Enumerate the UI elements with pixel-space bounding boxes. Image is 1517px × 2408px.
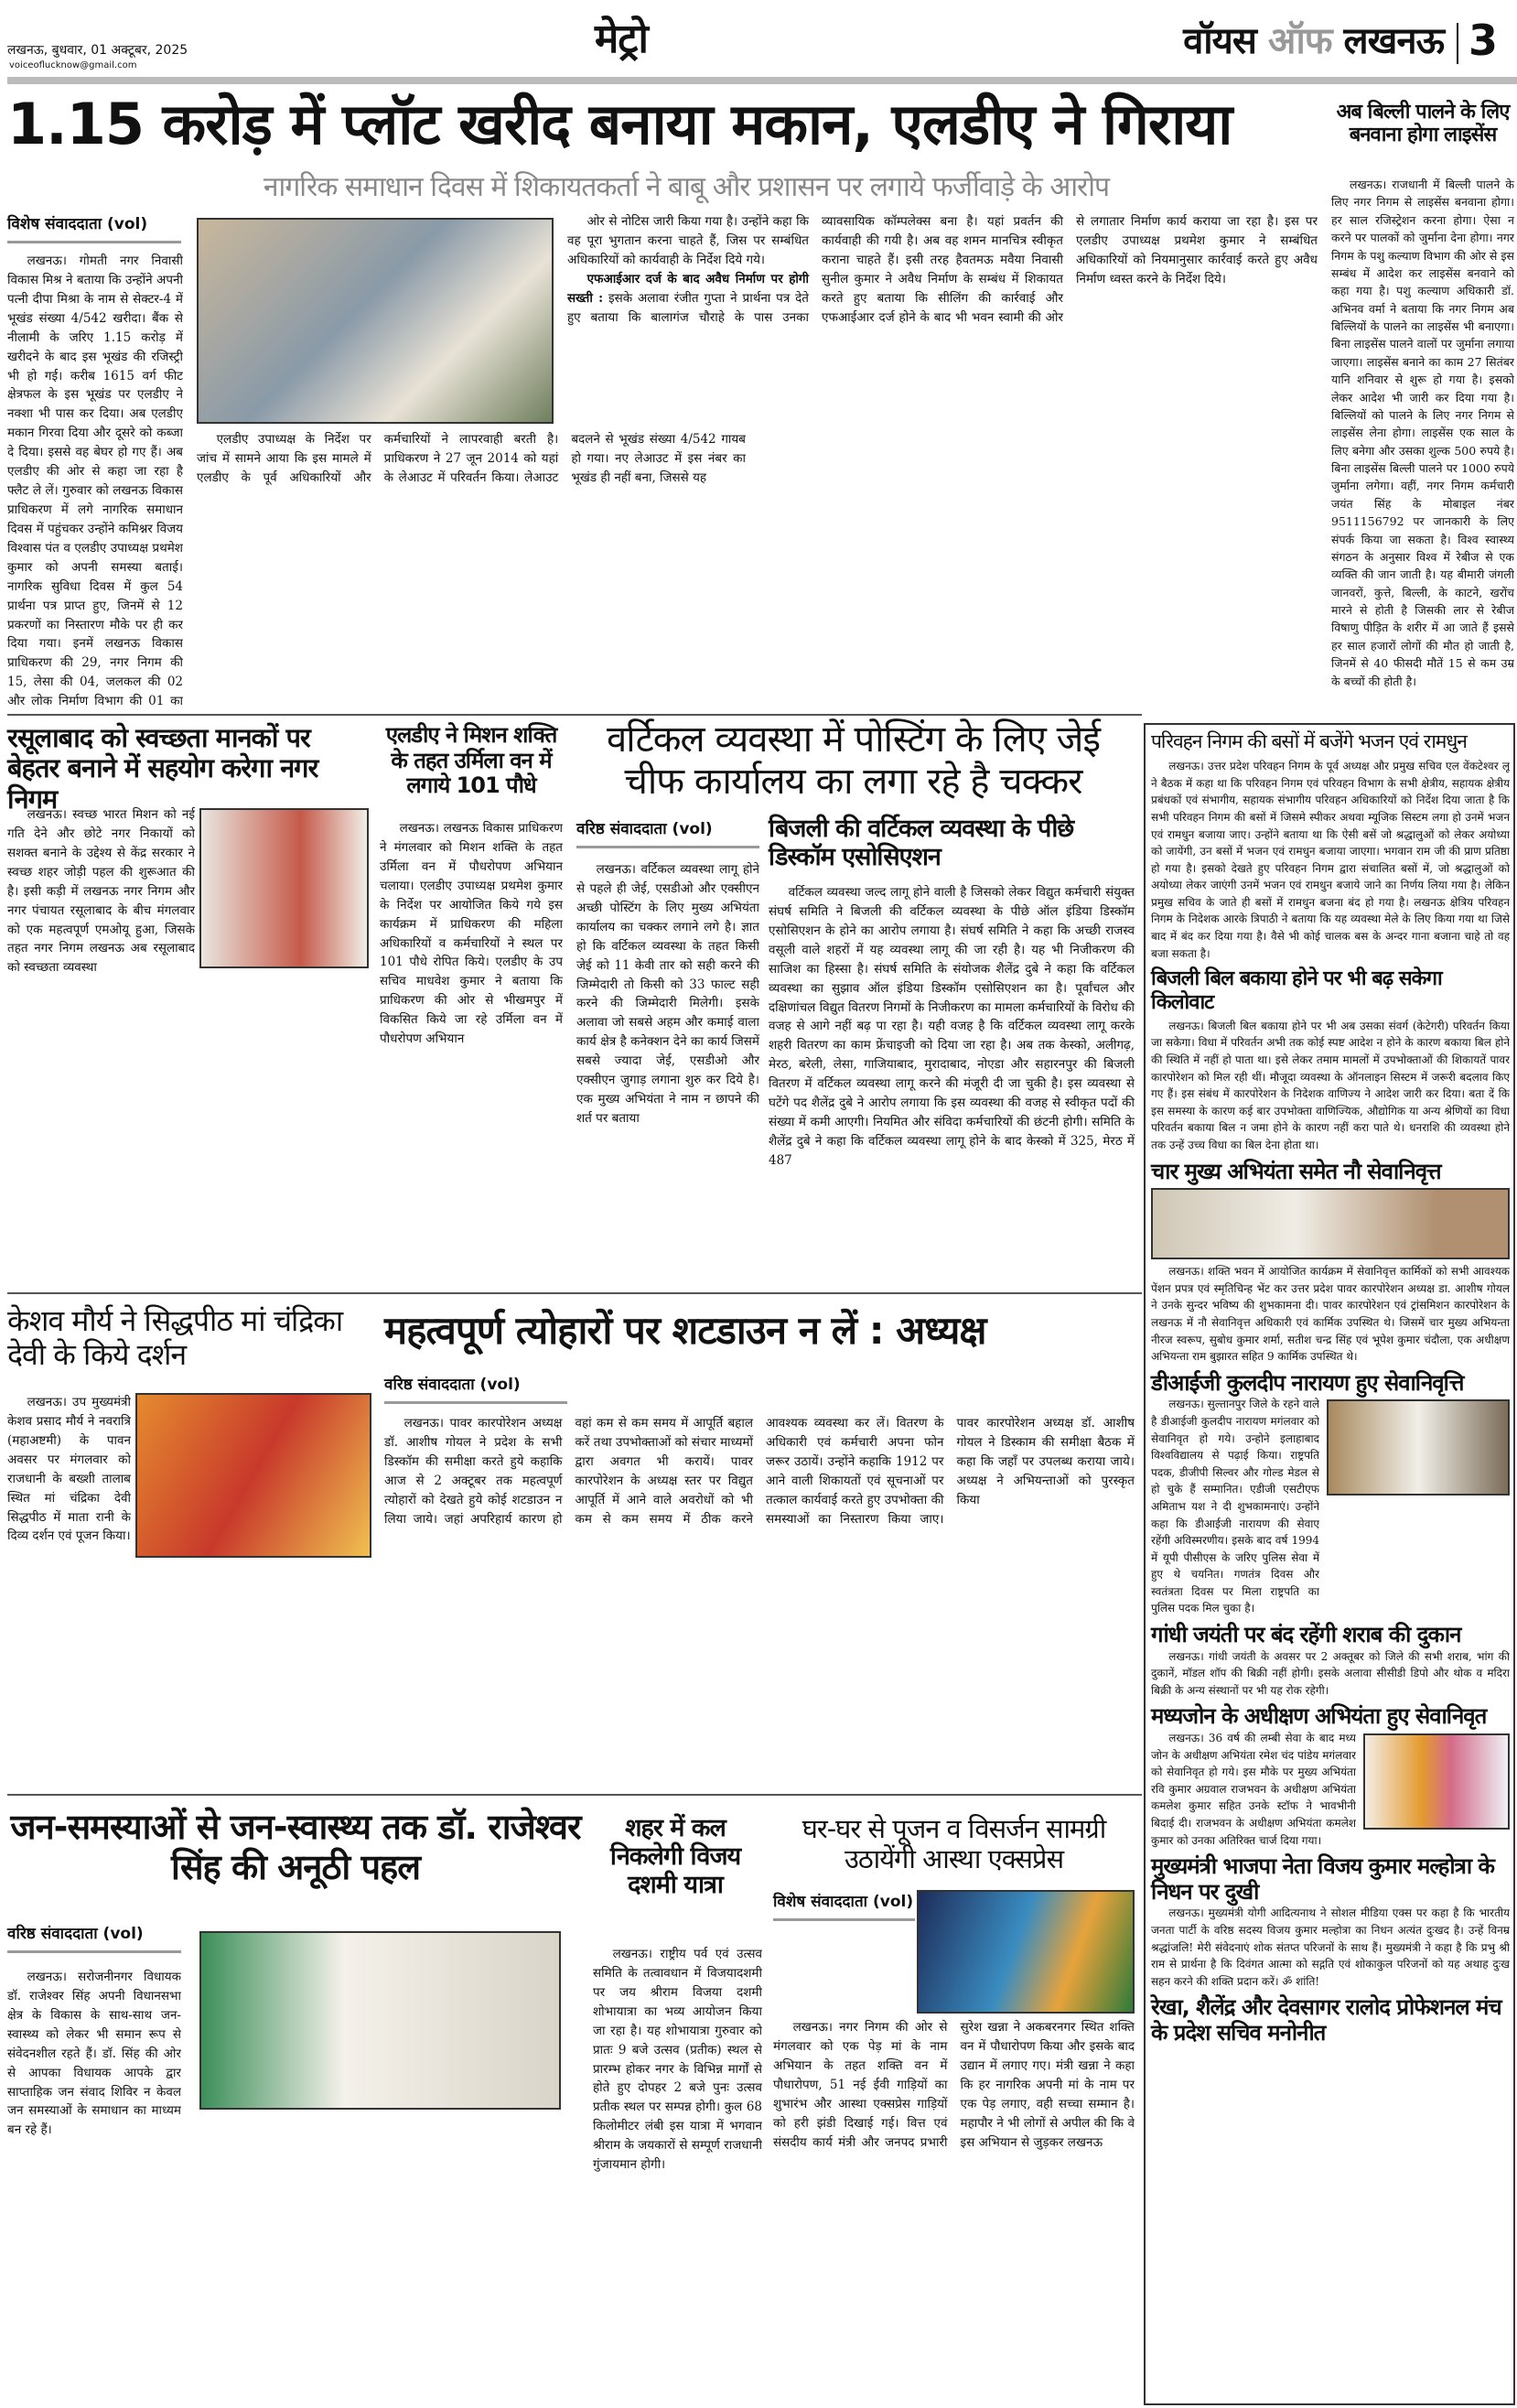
- brief-headline: बिजली बिल बकाया होने पर भी बढ़ सकेगा किलोवाट: [1151, 967, 1442, 1014]
- rasulabad-headline: रसूलाबाद को स्वच्छता मानकों पर बेहतर बनाने में सहयोग करेगा नगर निगम: [7, 722, 318, 815]
- divider: [7, 1292, 1142, 1294]
- brief-headline: परिवहन निगम की बसों में बजेंगे भजन एवं रामधुन: [1151, 730, 1467, 752]
- vijay-body: [593, 1945, 762, 2403]
- brief-headline: डीआईजी कुलदीप नारायण हुए सेवानिवृत्ति: [1151, 1369, 1464, 1396]
- dig-photo: [1327, 1399, 1510, 1496]
- lead-col-2: [197, 430, 746, 709]
- cat-article: [1331, 176, 1514, 711]
- shutdown-byline: [384, 1373, 567, 1413]
- aastha-photo: [917, 1890, 1135, 2014]
- aastha-byline: [773, 1890, 915, 1930]
- byline: वरिष्ठ संवाददाता (vol): [7, 1922, 181, 1953]
- masthead-word-2: ऑफ: [1267, 20, 1332, 62]
- cat-headline: अब बिल्ली पालने के लिए बनवाना होगा लाइसेंस: [1336, 101, 1510, 147]
- lead-col-3: [567, 212, 1318, 432]
- news-brief-malhotra: [1151, 1854, 1510, 1990]
- brief-body: लखनऊ। गांधी जयंती के अवसर पर 2 अक्तूबर को जिले की सभी शराब, भांग की दुकानें, मॉडल शॉप की बिक्री नहीं होगी। इसके अलावा सीसीडी डिपो और थोक व मदिरा बिक्री के अन्य संस्थानों पर भी यह रोक रहेगी।: [1151, 1649, 1510, 1697]
- rajeshwar-byline: [7, 1922, 181, 1962]
- keshav-body: [7, 1393, 131, 1787]
- byline: विशेष संवाददाता (vol): [773, 1890, 915, 1921]
- keshav-photo: [135, 1393, 371, 1558]
- paragraph: लखनऊ। उप मुख्यमंत्री केशव प्रसाद मौर्य ने नवरात्रि (महाअष्टमी) के पावन अवसर पर मंगलवार को राजधानी के बख्शी तालाब स्थित मां चंद्रिका देवी सिद्धपीठ में माता रानी के दिव्य दर्शन एवं पूजन किया।: [7, 1395, 131, 1544]
- vertical-subheadline: बिजली की वर्टिकल व्यवस्था के पीछे डिस्कॉम एसोसिएशन: [769, 815, 1074, 872]
- news-brief-bijli-bill: [1151, 967, 1510, 1153]
- rajeshwar-body: [7, 1968, 181, 2403]
- news-brief-ralod: [1151, 1995, 1510, 2046]
- shutdown-body: [384, 1414, 1135, 1789]
- lead-paragraph: इसके अलावा रंजीत गुप्ता ने प्रार्थना पत्र देते हुए बताया कि बालागंज चौराहे के पास उनका व्यावसायिक कॉम्पलेक्स बना है। यहां प्रवर्तन की कार्यवाही की गयी है। अब वह शमन मानचित्र स्वीकृत कराना चाहते हैं। इसी तरह हैवतमऊ मवैया निवासी सुनील कुमार ने अवैध निर्माण के सम्बंध में शिकायत करते हुए बताया कि सीलिंग की कार्रवाई और एफआईआर दर्ज होने के बाद भी भवन स्वामी की ओर से लगातार निर्माण कार्य कराया जा रहा है। इस पर एलडीए उपाध्यक्ष प्रथमेश कुमार ने सम्बंधित अधिकारियों को नियमानुसार कार्रवाई करते हुए अवैध निर्माण ध्वस्त करने के निर्देश दिये।: [567, 214, 1318, 325]
- shutdown-headline: महत्वपूर्ण त्योहारों पर शटडाउन न लें : अध्यक्ष: [384, 1308, 986, 1353]
- vijay-headline: शहर में कल निकलेगी विजय दशमी यात्रा: [609, 1814, 741, 1900]
- aastha-body: [773, 2018, 1135, 2403]
- divider: [7, 1794, 1142, 1796]
- rasulabad-body: [7, 805, 195, 1281]
- masthead-divider: [1457, 23, 1458, 64]
- vertical-sub-body: [769, 883, 1135, 1286]
- byline: वरिष्ठ संवाददाता (vol): [576, 817, 759, 848]
- brief-headline: मध्यजोन के अधीक्षण अभियंता हुए सेवानिवृत: [1151, 1703, 1487, 1730]
- paragraph: लखनऊ। राष्ट्रीय पर्व एवं उत्सव समिति के तत्वावधान में विजयादशमी पर जय श्रीराम विजया दशमी शोभायात्रा का भव्य आयोजन किया जा रहा है। यह शोभायात्रा गुरुवार को प्रातः 9 बजे उत्सव (प्रतीक) स्थल से प्रारम्भ होकर नगर के विभिन्न मार्गों से होते हुए दोपहर 2 बजे पुनः उत्सव प्रतीक स्थल पर सम्पन्न होगी। कुल 68 किलोमीटर लंबी इस यात्रा में भगवान श्रीराम के जयकारों से सम्पूर्ण राजधानी गुंजायमान होगी।: [593, 1947, 762, 2173]
- masthead-word-3: लखनऊ: [1343, 20, 1444, 62]
- brief-headline: चार मुख्य अभियंता समेत नौ सेवानिवृत्त: [1151, 1158, 1441, 1184]
- brief-body: लखनऊ। मुख्यमंत्री योगी आदित्यनाथ ने सोशल मीडिया एक्स पर कहा है कि भारतीय जनता पार्टी के वरिष्ठ सदस्य विजय कुमार मल्होत्रा का निधन अत्यंत दुःखद है। उन्हें विनम्र श्रद्धांजलि! मेरी संवेदनाएं शोक संतप्त परिजनों के साथ हैं। मुख्यमंत्री ने कहा है कि प्रभु श्री राम से प्रार्थना है कि दिवंगत आत्मा को सद्गति एवं शोकाकुल परिजनों को यह अथाह दुःख सहन करने की शक्ति प्रदान करें। ॐ शांति!: [1151, 1906, 1510, 1988]
- brief-headline: मुख्यमंत्री भाजपा नेता विजय कुमार मल्होत्रा के निधन पर दुखी: [1151, 1853, 1494, 1905]
- lda-headline: एलडीए ने मिशन शक्ति के तहत उर्मिला वन में लगाये 101 पौधे: [385, 722, 557, 799]
- byline: विशेष संवाददाता (vol): [7, 212, 181, 243]
- paragraph: वर्टिकल व्यवस्था जल्द लागू होने वाली है जिसको लेकर विद्युत कर्मचारी संयुक्त संघर्ष समिति ने बिजली की वर्टिकल व्यवस्था के पीछे ऑल इंडिया डिस्कॉम एसोसिएशन के होने का आरोप लगाया है। संघर्ष समिति ने कहा कि अच्छी राजस्व वसूली वाले शहरों में यह व्यवस्था लागू की जा रही है। यह भी निजीकरण की साजिश का हिस्सा है। संघर्ष समिति के संयोजक शैलेंद्र दुबे ने कहा कि वर्टिकल व्यवस्था का सुझाव ऑल इंडिया डिस्कॉम एसोसिएशन का है। पूर्वांचल और दक्षिणांचल विद्युत वितरण निगमों के निजीकरण का मामला कर्मचारियों के विरोध की वजह से आगे नहीं बढ़ पा रहा है। यही वजह है कि वर्टिकल व्यवस्था लागू करके शहरी वितरण का काम फ्रेंचाइजी को दिया जा रहा है। अब तक केस्को, अलीगढ़, मेरठ, बरेली, लेसा, गाजियाबाद, मुरादाबाद, नोएडा और सहारनपुर की बिजली वितरण में वर्टिकल व्यवस्था लागू करने की मंजूरी दी जा चुकी है। इस व्यवस्था से घटेंगे पद शैलेंद्र दुबे ने आरोप लगाया कि इस व्यवस्था की वजह से स्वीकृत पदों की संख्या में कमी आएगी। नियमित और संविदा कर्मचारियों की छंटनी होगी। समिति के शैलेंद्र दुबे ने कहा कि वर्टिकल व्यवस्था लागू होने के बाद केस्को में 325, मेरठ में 487: [769, 885, 1135, 1168]
- lead-byline: [7, 212, 181, 253]
- right-column-stack: [1151, 730, 1510, 2046]
- madhyazone-photo: [1363, 1733, 1510, 1830]
- header-rule: [7, 77, 1517, 84]
- byline: वरिष्ठ संवाददाता (vol): [384, 1373, 567, 1404]
- paragraph: लखनऊ। पावर कारपोरेशन अध्यक्ष डॉ. आशीष गोयल ने प्रदेश के सभी डिस्कॉम की समीक्षा करते हुये कहाकि आज से 2 अक्टूबर तक महत्वपूर्ण त्योहारों को देखते हुये कोई शटडाउन न लिया जाये। जहां अपरिहार्य कारण हो वहां कम से कम समय में आपूर्ति बहाल करें तथा उपभोक्ताओं को संचार माध्यमों द्वारा अवगत भी करायें। पावर कारपोरेशन के अध्यक्ष स्तर पर विद्युत आपूर्ति में आने वाले अवरोधों को भी कम से कम समय में ठीक करने आवश्यक व्यवस्था कर लें। वितरण के अधिकारी एवं कर्मचारी अपना फोन जरूर उठायें। उन्होंने कहाकि 1912 पर आने वाली शिकायतों एवं सूचनाओं पर तत्काल कार्यवाई करते हुए उपभोक्ता की समस्याओं का निस्तारण किया जाए। पावर कारपोरेशन अध्यक्ष डॉ. आशीष गोयल ने डिस्काम की समीक्षा बैठक में कहा कि जहाँ पर उपलब्ध कराया जाये। अध्यक्ष ने अभियन्ताओं को पुरस्कृत किया: [384, 1416, 1135, 1527]
- brief-headline: रेखा, शैलेंद्र और देवसागर रालोद प्रोफेशनल मंच के प्रदेश सचिव मनोनीत: [1151, 1994, 1501, 2046]
- news-brief-madhyazone: [1151, 1704, 1510, 1849]
- paragraph: लखनऊ। नगर निगम की ओर से मंगलवार को एक पेड़ मां के नाम अभियान के तहत शक्ति वन में पौधारोपण, 51 नई ईवी गाड़ियों का शुभारंभ और आस्था एक्सप्रेस गाड़ियों को हरी झंडी दिखाई गई। वित्त एवं संसदीय कार्य मंत्री और जनपद प्रभारी सुरेश खन्ना ने अकबरनगर स्थित शक्ति वन में पौधारोपण किया और इसके बाद उद्यान में लगाए गए। मंत्री खन्ना ने कहा कि हर नागरिक अपनी मां के नाम पर एक पेड़ लगाए, वही सच्चा सम्मान है। महापौर ने भी लोगों से अपील की कि वे इस अभियान से जुड़कर लखनऊ: [773, 2020, 1135, 2150]
- paragraph: लखनऊ। स्वच्छ भारत मिशन को नई गति देने और छोटे नगर निकायों को सशक्त बनाने के उद्देश्य से केंद्र सरकार ने स्वच्छ शहर जोड़ी पहल की शुरूआत की है। इसी कड़ी में लखनऊ नगर निगम और नगर पंचायत रसूलाबाद के बीच मंगलवार को एक महत्वपूर्ण एमओयू हुआ, जिसके तहत नगर निगम लखनऊ अब रसूलाबाद को स्वच्छता व्यवस्था: [7, 807, 195, 976]
- paragraph: लखनऊ। सरोजनीनगर विधायक डॉ. राजेश्वर सिंह अपनी विधानसभा क्षेत्र के विकास के साथ-साथ जन-स्वास्थ्य को लेकर भी समान रूप से संवेदनशील रहते हैं। डॉ. सिंह की ओर से आपका विधायक आपके द्वार साप्ताहिक जन संवाद शिविर न केवल जन समस्याओं के समाधान का माध्यम बन रहे हैं।: [7, 1970, 181, 2138]
- masthead: [1183, 20, 1444, 62]
- vertical-headline: वर्टिकल व्यवस्था में पोस्टिंग के लिए जेई चीफ कार्यालय का लगा रहे है चक्कर: [607, 718, 1100, 803]
- cat-body: लखनऊ। राजधानी में बिल्ली पालने के लिए नगर निगम से लाइसेंस बनवाना होगा। हर साल रजिस्ट्रेशन करना होगा। ऐसा न करने पर पालकों को जुर्माना देना होगा। नगर निगम के पशु कल्याण विभाग की ओर से इस सम्बंध में आदेश कर लाइसेंस बनवाने को कहा गया है। पशु कल्याण अधिकारी डॉ. अभिनव वर्मा ने बताया कि नगर निगम अब बिल्लियों के पालने का लाइसेंस भी बनाएगा। बिना लाइसेंस पालने वालों पर जुर्माना लगाया जाएगा। लाइसेंस बनाने का काम 27 सितंबर यानि शनिवार से शुरू हो गया है। इसको लेकर आदेश भी जारी कर दिया गया है। बिल्लियों को पालने के लिए नगर निगम से लाइसेंस लेना होगा। लाइसेंस एक साल के लिए बनेगा और उसका शुल्क 500 रुपये है। बिना लाइसेंस बिल्ली पालने पर 1000 रुपये जुर्माना लगेगा। वहीं, नगर निगम कर्मचारी जयंत सिंह के मोबाइल नंबर 9511156792 पर जानकारी के लिए संपर्क किया जा सकता है। विश्व स्वास्थ्य संगठन के अनुसार विश्व में रेबीज से एक व्यक्ति की जान जाती है। यह बीमारी जंगली जानवरों, कुत्ते, बिल्ली, के काटने, खरोंच मारने से होती है जिसकी लार से रेबीज विषाणु पीड़ित के शरीर में आ जाते हैं इससे हर साल हजारों लोगों की मौत हो जाती है, जिनमें से 40 फीसदी मौतें 15 से कम उम्र के बच्चों की होती है।: [1331, 178, 1514, 688]
- news-brief-dig: [1151, 1371, 1510, 1617]
- brief-headline: गांधी जयंती पर बंद रहेंगी शराब की दुकान: [1151, 1622, 1461, 1648]
- rasulabad-photo: [199, 808, 369, 968]
- dateline: लखनऊ, बुधवार, 01 अक्टूबर, 2025: [7, 43, 188, 58]
- aastha-headline: घर-घर से पूजन व विसर्जन सामग्री उठायेंगी आस्था एक्सप्रेस: [802, 1813, 1106, 1875]
- brief-body: लखनऊ। बिजली बिल बकाया होने पर भी अब उसका संवर्ग (केटेगरी) परिवर्तन किया जा सकेगा। विधा में परिवर्तन अभी तक कोई स्पष्ट आदेश न होने के कारण बकाया बिल होने की स्थिति में नहीं हो पाता था। इसे लेकर तमाम मामलों में उपभोक्ताओं की शिकायतें पावर कारपोरेशन को मिल रही थीं। मौजूदा व्यवस्था के ऑनलाइन सिस्टम में जरूरी बदलाव किए गए हैं। इस संबंध में कारपोरेशन के निदेशक वाणिज्य ने आदेश जारी कर दिया। बता दें कि इस समस्या के कारण कई बार उपभोक्ता वाणिज्यिक, औद्योगिक या अन्य श्रेणियों का विधा परिवर्तन बकाया बिल न जमा होने के कारण नहीं करा पाते थे। धनराशि की व्यवस्था होने तक उन्हें उच्च विधा का बिल देना होता था।: [1151, 1019, 1510, 1152]
- lead-subhead: एफआईआर दर्ज के बाद अवैध निर्माण पर होगी सख्ती :: [567, 271, 809, 306]
- vertical-body: [576, 860, 759, 1286]
- lead-paragraph: लखनऊ। गोमती नगर निवासी विकास मिश्र ने बताया कि उन्होंने अपनी पत्नी दीपा मिश्रा के नाम से सेक्टर-4 में भूखंड संख्या 4/542 खरीदा। बैंक से नीलामी के जरिए 1.15 करोड़ में खरीदने के बाद इस भूखंड की रजिस्ट्री भी हो गई। करीब 1615 वर्ग फीट क्षेत्रफल के इस भूखंड पर एलडीए ने नक्शा भी पास कर दिया। अब एलडीए मकान गिरवा दिया और दूसरे को कब्जा दे दिया। इससे वह बेघर हो गए हैं। अब एलडीए की ओर से कहा जा रहा है फ्लैट ले लें। गुरुवार को लखनऊ विकास प्राधिकरण में लगे नागरिक समाधान दिवस में पहुंचकर उन्होंने कमिश्नर विजय विश्वास पंत व एलडीए उपाध्यक्ष प्रथमेश कुमार को अपनी समस्या बताई। नागरिक सुविधा दिवस में कुल 54 प्रार्थना पत्र प्राप्त हुए, जिनमें से 12 प्रकरणों का निस्तारण मौके पर ही कर दिया गया। इनमें लखनऊ विकास प्राधिकरण की 29, नगर निगम की 15, लेसा की 04, जलकल की 02 और लोक निर्माण विभाग की 01 का: [7, 254, 183, 709]
- paragraph: लखनऊ। लखनऊ विकास प्राधिकरण ने मंगलवार को मिशन शक्ति के तहत उर्मिला वन में पौधरोपण अभियान चलाया। एलडीए उपाध्यक्ष प्रथमेश कुमार के निर्देश पर आयोजित किये गये इस कार्यक्रम में प्राधिकरण की महिला अधिकारियों व कर्मचारियों ने स्थल पर 101 पौधे रोपित किये। एलडीए के उप सचिव माधवेश कुमार ने बताया कि प्राधिकरण की ओर से भीखमपुर में विकसित किये जा रहे उर्मिला वन में पौधरोपण अभियान: [380, 821, 563, 1047]
- news-brief-gandhi-jayanti: [1151, 1623, 1510, 1699]
- lead-photo-meeting: [197, 218, 554, 424]
- page-number: 3: [1469, 16, 1498, 65]
- rajeshwar-headline: जन-समस्याओं से जन-स्वास्थ्य तक डॉ. राजेश्वर सिंह की अनूठी पहल: [10, 1807, 581, 1887]
- masthead-word-1: वॉयस: [1183, 20, 1256, 62]
- lead-paragraph: एलडीए उपाध्यक्ष के निर्देश पर जांच में सामने आया कि इस मामले में एलडीए के पूर्व अधिकारियों और कर्मचारियों ने लापरवाही बरती है। प्राधिकरण ने 27 जून 2014 को यहां के लेआउट में परिवर्तन किया। लेआउट बदलने से भूखंड संख्या 4/542 गायब हो गया। नए लेआउट में इस नंबर का भूखंड ही नहीं बना, जिससे यह: [197, 432, 746, 485]
- lead-col-1: [7, 252, 183, 709]
- paragraph: लखनऊ। वर्टिकल व्यवस्था लागू होने से पहले ही जेई, एसडीओ और एक्सीएन अच्छी पोस्टिंग के लिए मुख्य अभियंता कार्यालय का चक्कर लगाने लगे है। ज्ञात हो कि वर्टिकल व्यवस्था के तहत किसी जेई को 11 केवी तार को सही करने की जिम्मेदारी तो किसी को 33 फाल्ट सही करने की जिम्मेदारी मिलेगी। इसके अलावा जो सबसे अहम और कमाई वाला कार्य क्षेत्र है कनेक्शन देने का कार्य जिसमें सबसे ज्यादा जेई, एसडीओ और एक्सीएन जुगाड़ लगाना शुरु कर दिये है। एक मुख्य अभियंता ने नाम न छापने की शर्त पर बताया: [576, 862, 759, 1126]
- divider: [7, 714, 1142, 716]
- lda-body: [380, 819, 563, 1286]
- lead-headline: 1.15 करोड़ में प्लॉट खरीद बनाया मकान, एलडीए ने गिराया: [7, 91, 1232, 157]
- rajeshwar-photo-eye-camp: [199, 1931, 561, 2110]
- retirement-photo: [1151, 1188, 1510, 1259]
- email: voiceoflucknow@gmail.com: [9, 60, 137, 70]
- lead-subheadline: नागरिक समाधान दिवस में शिकायतकर्ता ने बाबू और प्रशासन पर लगाये फर्जीवाड़े के आरोप: [263, 171, 1110, 203]
- keshav-headline: केशव मौर्य ने सिद्धपीठ मां चंद्रिका देवी के किये दर्शन: [7, 1303, 343, 1372]
- news-brief-transport: [1151, 730, 1510, 962]
- brief-body: लखनऊ। उत्तर प्रदेश परिवहन निगम के पूर्व अध्यक्ष और प्रमुख सचिव एल वेंकटेश्वर लू ने बैठक में कहा था कि परिवहन निगम एवं परिवहन विभाग के सभी क्षेत्रीय, सहायक क्षेत्रीय प्रबंधकों एवं संभागीय, सहायक संभागीय परिवहन अधिकारियों को निर्देश दिया जाता है कि सभी परिवहन निगम की बसों में जिसमे स्पीकर अथवा म्यूजिक सिस्टम लगा हो उनमें भजन एवं रामधुन बजाया जाए। उन्होंने बताया था कि ऐसी बसें जो श्रद्धालुओं को लेकर अयोध्या को जायेंगी, उन बसों में भजन एवं रामधुन बजाया जाएगा। भगवान राम जी की प्राण प्रतिष्ठा हो गया है। इसको देखते हुए परिवहन निगम द्वारा संचालित बसों में, जो श्रद्धालुओं को अयोध्या लेकर जाएंगी उनमें भजन एवं रामधुन बजाये जाने का निर्णय लिया गया है। लेकिन प्रमुख सचिव के जाते ही बसों में रामधुन बजना बंद हो गया है। लखनऊ क्षेत्रिय परिवहन निगम के निदेशक आरके त्रिपाठी ने बताया कि यह व्यवस्था मेले के लिए किया गया था जिसे बाद में बंद कर दिया गया है। वैसे भी कोई चालक बस के अन्दर गाना बजाना चाहे तो वह बजा सकता है।: [1151, 760, 1510, 960]
- news-brief-retirement: [1151, 1160, 1510, 1366]
- section-title: मेट्रो: [595, 16, 648, 62]
- brief-body: लखनऊ। शक्ति भवन में आयोजित कार्यक्रम में सेवानिवृत्त कार्मिकों को सभी आवश्यक पेंशन प्रपत्र एवं स्मृतिचिन्ह भेंट कर उत्तर प्रदेश पावर कारपोरेशन अध्यक्ष डा. आशीष गोयल ने उनके सुन्दर भविष्य की शुभकामना दी। पावर कारपोरेशन एवं ट्रांसमिशन कारपोरेशन के लखनऊ में नौ सेवानिवृत्त अधिकारी एवं कार्मिक उपस्थित थे। जिसमें चार मुख्य अभियन्ता नीरज स्वरूप, सुबोध कुमार शर्मा, सतीश चन्द्र सिंह एवं भूपेश कुमार चंदौला, एक अधीक्षण अभियन्ता राम बुझारत सहित 9 कार्मिक उपस्थित थे।: [1151, 1265, 1510, 1364]
- vertical-byline: [576, 817, 759, 858]
- brief-body: लखनऊ। 36 वर्ष की लम्बी सेवा के बाद मध्य जोन के अधीक्षण अभियंता रमेश चंद पांडेय मगंलवार को सेवानिवृत हो गये। इस मौके पर मुख्य अभियंता रवि कुमार अग्रवाल राजभवन के अधीक्षण अभियंता कमलेश कुमार सहित उनके स्टॉफ ने भावभीनी बिदाई दी। राजभवन के अधीक्षण अभियंता कमलेश कुमार को उनका अतिरिक्त चार्ज दिया गया।: [1151, 1732, 1356, 1847]
- lead-paragraph: ओर से नोटिस जारी किया गया है। उन्होंने कहा कि वह पूरा भुगतान करना चाहते हैं, जिस पर सम्बंधित अधिकारियों को कार्यवाही के निर्देश दिये गये।: [567, 214, 809, 267]
- brief-body: लखनऊ। सुल्तानपुर जिले के रहने वाले है डीआईजी कुलदीप नारायण मगंलवार को सेवानिवृत हो गये। उन्होने इलाहाबाद विश्वविद्यालय से पढ़ाई किया। राष्ट्रपति पदक, डीजीपी सिल्वर और गोल्ड मेडल से हो चुके हैं सम्मानित। एडीजी एसटीएफ अमिताभ यश ने दी शुभकामनाएं। उन्होंने कहा कि डीआईजी नारायण की सेवाए रहेंगी अविस्मरणीय। इसके बाद वर्ष 1994 में यूपी पीसीएस के जरिए पुलिस सेवा में हुए थे चयनित। गणतंत्र दिवस और स्वतंत्रता दिवस पर मिला राष्ट्रपति का पुलिस पदक मिल चुका है।: [1151, 1398, 1319, 1615]
